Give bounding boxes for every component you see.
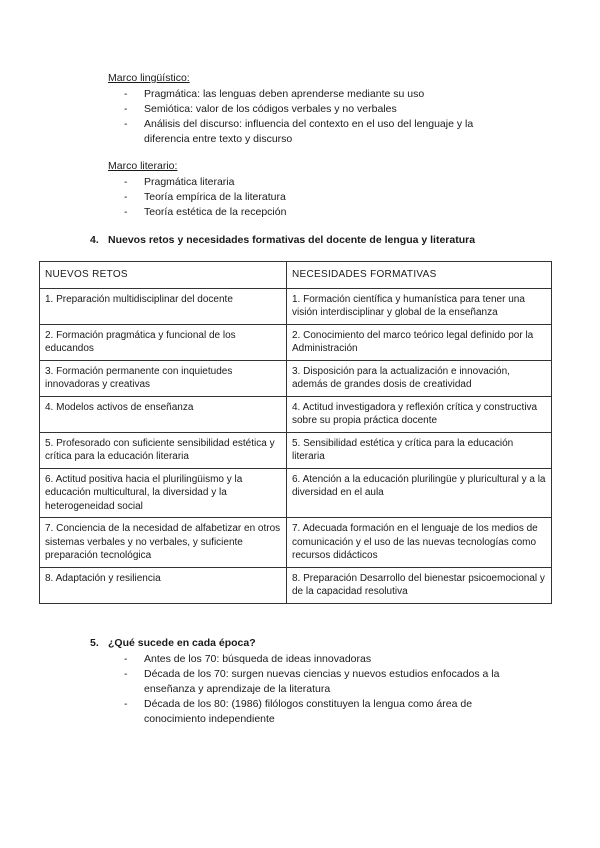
table-header-row	[40, 262, 552, 289]
dash-bullet-icon: -	[124, 118, 128, 130]
dash-bullet-icon: -	[124, 176, 128, 188]
table-cell: 1. Formación científica y humanística para tener una visión interdisciplinar y global de la enseñanza	[287, 288, 552, 324]
marco-literario-heading: Marco literario:	[108, 160, 178, 172]
dash-bullet-icon: -	[124, 653, 128, 665]
section-4-number: 4.	[90, 234, 99, 246]
list-item: - Antes de los 70: búsqueda de ideas innovadoras	[124, 653, 372, 665]
table-cell: 5. Profesorado con suficiente sensibilidad estética y crítica para la educación literaria	[40, 432, 287, 468]
marco-linguistico-heading: Marco lingüístico:	[108, 72, 190, 84]
table-cell: 5. Sensibilidad estética y crítica para la educación literaria	[287, 432, 552, 468]
table-cell: 3. Disposición para la actualización e innovación, además de grandes dosis de creatividad	[287, 360, 552, 396]
table-cell: 4. Modelos activos de enseñanza	[40, 396, 287, 432]
table-cell: 1. Preparación multidisciplinar del docente	[40, 288, 287, 324]
dash-bullet-icon: -	[124, 191, 128, 203]
marco-literario-list	[124, 175, 504, 220]
section-5-heading	[90, 637, 490, 649]
table-cell: 6. Actitud positiva hacia el plurilingüismo y la educación multicultural, la diversidad y la heterogeneidad social	[40, 468, 287, 518]
section-4-title: Nuevos retos y necesidades formativas del docente de lengua y literatura	[108, 234, 476, 246]
list-item: - Década de los 70: surgen nuevas ciencias y nuevos estudios enfocados a la enseñanza y aprendizaje de la literatura	[124, 668, 500, 695]
retos-necesidades-table	[39, 261, 552, 604]
list-item: - Pragmática: las lenguas deben aprenderse mediante su uso	[124, 88, 425, 100]
dash-bullet-icon: -	[124, 668, 128, 680]
table-row	[40, 324, 552, 360]
table-cell: 8. Preparación Desarrollo del bienestar psicoemocional y de la capacidad resolutiva	[287, 567, 552, 603]
list-item: - Teoría empírica de la literatura	[124, 191, 286, 203]
section-5-number: 5.	[90, 637, 99, 649]
table-row	[40, 567, 552, 603]
table-row	[40, 396, 552, 432]
marco-linguistico-list	[124, 87, 504, 147]
table-cell: 8. Adaptación y resiliencia	[40, 567, 287, 603]
section-5-list	[124, 652, 524, 727]
table-cell: 2. Formación pragmática y funcional de los educandos	[40, 324, 287, 360]
list-item: - Teoría estética de la recepción	[124, 206, 287, 218]
table-cell: 2. Conocimiento del marco teórico legal definido por la Administración	[287, 324, 552, 360]
list-item: - Pragmática literaria	[124, 176, 235, 188]
section-5-title: ¿Qué sucede en cada época?	[108, 637, 256, 649]
table-cell: 7. Conciencia de la necesidad de alfabetizar en otros sistemas verbales y no verbales, y suficiente preparación tecnológica	[40, 518, 287, 568]
table-row	[40, 288, 552, 324]
table-row	[40, 432, 552, 468]
section-4-heading	[90, 234, 560, 246]
table-row	[40, 468, 552, 518]
dash-bullet-icon: -	[124, 698, 128, 710]
table-cell: 3. Formación permanente con inquietudes innovadoras y creativas	[40, 360, 287, 396]
table-cell: 6. Atención a la educación plurilingüe y pluricultural y a la diversidad en el aula	[287, 468, 552, 518]
table-row	[40, 518, 552, 568]
column-header-necesidades: NECESIDADES FORMATIVAS	[287, 262, 552, 289]
table-cell: 4. Actitud investigadora y reflexión crítica y constructiva sobre su propia práctica docente	[287, 396, 552, 432]
dash-bullet-icon: -	[124, 103, 128, 115]
table-cell: 7. Adecuada formación en el lenguaje de los medios de comunicación y el uso de las nuevas tecnologías como recursos didácticos	[287, 518, 552, 568]
list-item: - Década de los 80: (1986) filólogos constituyen la lengua como área de conocimiento independiente	[124, 698, 473, 725]
table-row	[40, 360, 552, 396]
list-item: - Semiótica: valor de los códigos verbales y no verbales	[124, 103, 397, 115]
column-header-retos: NUEVOS RETOS	[40, 262, 287, 289]
list-item: - Análisis del discurso: influencia del contexto en el uso del lenguaje y la diferencia entre texto y discurso	[124, 118, 474, 145]
dash-bullet-icon: -	[124, 206, 128, 218]
dash-bullet-icon: -	[124, 88, 128, 100]
